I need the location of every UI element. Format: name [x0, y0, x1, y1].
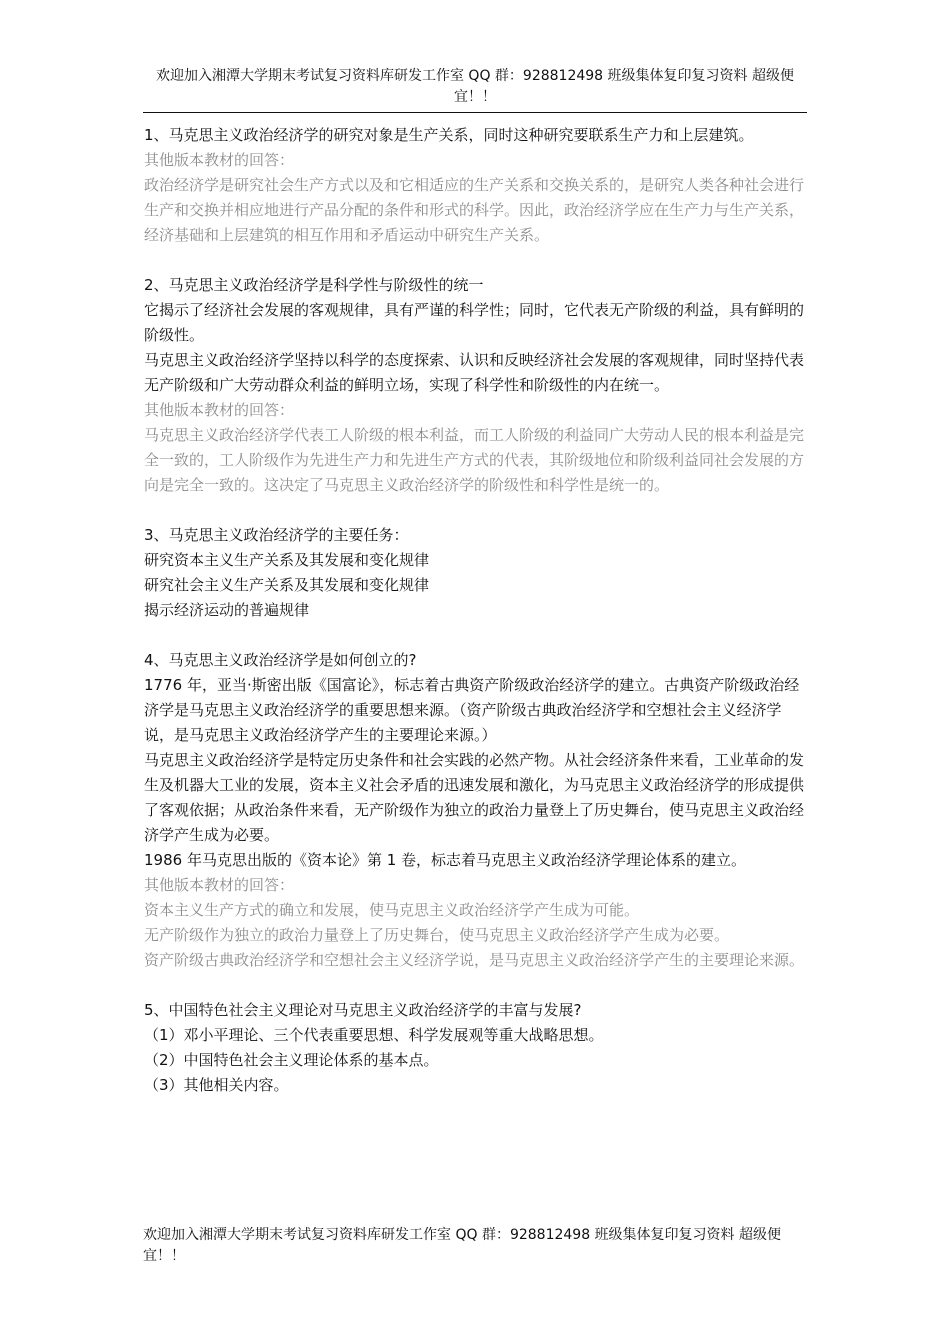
section-1 [144, 123, 808, 248]
alt-answer-paragraph: 无产阶级作为独立的政治力量登上了历史舞台，使马克思主义政治经济学产生成为必要。 [144, 926, 730, 944]
alt-answer-label: 其他版本教材的回答： [144, 876, 295, 894]
section-2 [144, 273, 808, 498]
body-paragraph: 1776 年，亚当·斯密出版《国富论》，标志着古典资产阶级政治经济学的建立。古典资产阶级政治经济学是马克思主义政治经济学的重要思想来源。（资产阶级古典政治经济学和空想社会主义经济学说，是马克思主义政治经济学产生的主要理论来源。） [144, 676, 800, 744]
section-5 [144, 998, 808, 1098]
list-item: （1）邓小平理论、三个代表重要思想、科学发展观等重大战略思想。 [144, 1026, 604, 1044]
section-title: 1、马克思主义政治经济学的研究对象是生产关系，同时这种研究要联系生产力和上层建筑。 [144, 126, 754, 144]
section-title: 3、马克思主义政治经济学的主要任务： [144, 526, 409, 544]
body-paragraph: 1986 年马克思出版的《资本论》第 1 卷，标志着马克思主义政治经济学理论体系的建立。 [144, 851, 747, 869]
page-footer: 欢迎加入湘潭大学期末考试复习资料库研发工作室 QQ 群：928812498 班级集体复印复习资料 超级便宜！！ [143, 1227, 782, 1264]
alt-answer-paragraph: 政治经济学是研究社会生产方式以及和它相适应的生产关系和交换关系的，是研究人类各种社会进行生产和交换并相应地进行产品分配的条件和形式的科学。因此，政治经济学应在生产力与生产关系，经济基础和上层建筑的相互作用和矛盾运动中研究生产关系。 [144, 176, 805, 244]
alt-answer-paragraph: 资本主义生产方式的确立和发展，使马克思主义政治经济学产生成为可能。 [144, 901, 640, 919]
section-title: 2、马克思主义政治经济学是科学性与阶级性的统一 [144, 276, 484, 294]
alt-answer-label: 其他版本教材的回答： [144, 401, 295, 419]
body-paragraph: 马克思主义政治经济学坚持以科学的态度探索、认识和反映经济社会发展的客观规律，同时坚持代表无产阶级和广大劳动群众利益的鲜明立场，实现了科学性和阶级性的内在统一。 [144, 351, 805, 394]
section-3 [144, 523, 808, 623]
list-item: （3）其他相关内容。 [144, 1076, 289, 1094]
section-4 [144, 648, 808, 973]
alt-answer-paragraph: 马克思主义政治经济学代表工人阶级的根本利益，而工人阶级的利益同广大劳动人民的根本利益是完全一致的，工人阶级作为先进生产力和先进生产方式的代表，其阶级地位和阶级利益同社会发展的方向是完全一致的。这决定了马克思主义政治经济学的阶级性和科学性是统一的。 [144, 426, 805, 494]
section-title: 5、中国特色社会主义理论对马克思主义政治经济学的丰富与发展? [144, 1001, 582, 1019]
body-paragraph: 马克思主义政治经济学是特定历史条件和社会实践的必然产物。从社会经济条件来看，工业革命的发生及机器大工业的发展，资本主义社会矛盾的迅速发展和激化，为马克思主义政治经济学的形成提供了客观依据；从政治条件来看，无产阶级作为独立的政治力量登上了历史舞台，使马克思主义政治经济学产生成为必要。 [144, 751, 805, 844]
list-item: （2）中国特色社会主义理论体系的基本点。 [144, 1051, 439, 1069]
alt-answer-paragraph: 资产阶级古典政治经济学和空想社会主义经济学说，是马克思主义政治经济学产生的主要理论来源。 [144, 951, 805, 969]
document-body [144, 123, 808, 1098]
body-paragraph: 研究社会主义生产关系及其发展和变化规律 [144, 576, 430, 594]
body-paragraph: 研究资本主义生产关系及其发展和变化规律 [144, 551, 430, 569]
body-paragraph: 揭示经济运动的普遍规律 [144, 601, 310, 619]
page-header: 欢迎加入湘潭大学期末考试复习资料库研发工作室 QQ 群：928812498 班级集体复印复习资料 超级便宜！！ [143, 66, 807, 113]
alt-answer-label: 其他版本教材的回答： [144, 151, 295, 169]
section-title: 4、马克思主义政治经济学是如何创立的? [144, 651, 417, 669]
body-paragraph: 它揭示了经济社会发展的客观规律，具有严谨的科学性；同时，它代表无产阶级的利益，具有鲜明的阶级性。 [144, 301, 805, 344]
